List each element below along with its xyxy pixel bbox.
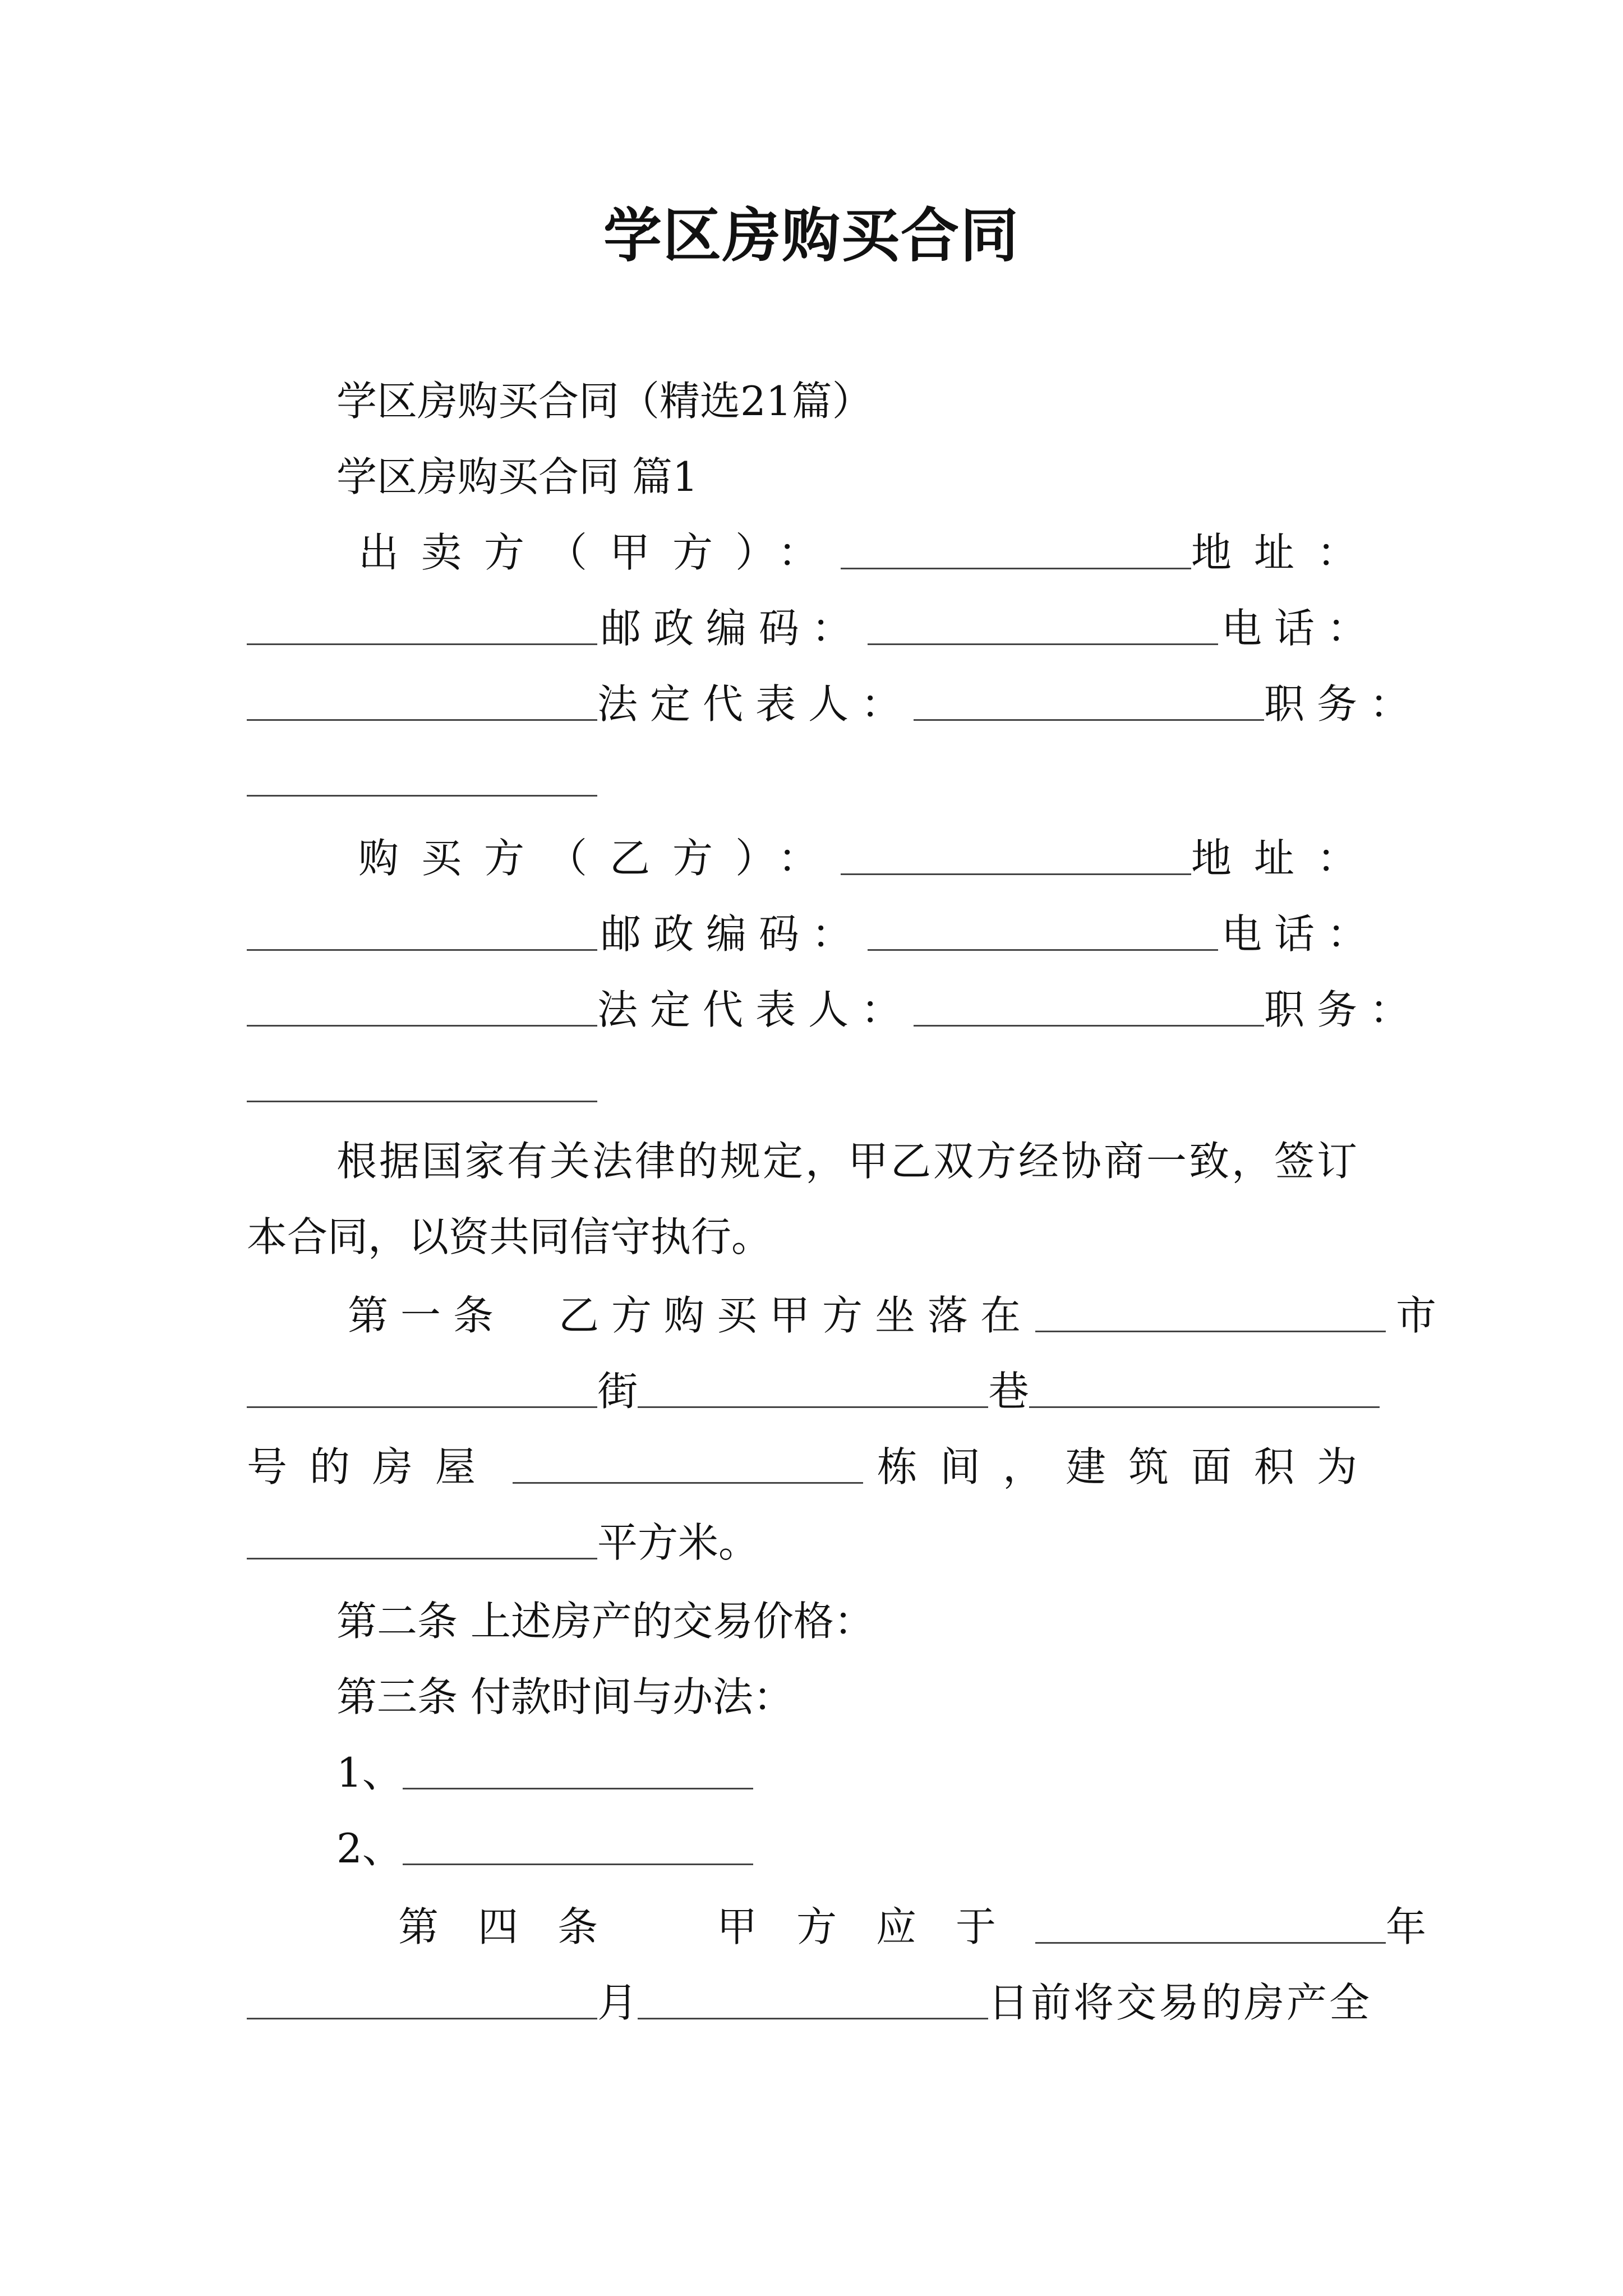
buyer-position-label: 职务： [1264, 986, 1423, 1033]
art2-row [336, 1593, 1380, 1649]
art3-row [336, 1669, 1380, 1725]
art4-row-2 [247, 1975, 1380, 2031]
art1-unit: 栋间，建筑面积为 [877, 1443, 1380, 1490]
art1-house-blank [513, 1480, 863, 1484]
seller-address-label: 地址： [1191, 529, 1380, 576]
art1-sqm: 平方米。 [597, 1519, 759, 1566]
buyer-row-3 [247, 982, 1423, 1038]
seller-row-4 [247, 752, 1380, 808]
buyer-name-blank [841, 871, 1191, 875]
intro-text-2: 本合同，以资共同信守执行。 [247, 1213, 772, 1260]
intro-line-1 [336, 1133, 1380, 1189]
item2-blank [403, 1861, 753, 1865]
document-title: 学区房购买合同 [603, 201, 1020, 270]
buyer-address-label: 地址： [1191, 835, 1380, 882]
art1-house: 号的房屋 [247, 1443, 499, 1490]
seller-row-3 [247, 676, 1423, 732]
seller-rep-label: 法定代表人： [597, 680, 914, 728]
art4-row-1 [398, 1899, 1427, 1955]
intro-text-1: 根据国家有关法律的规定，甲乙双方经协商一致，签订 [336, 1138, 1360, 1185]
seller-row-2 [247, 600, 1380, 656]
art1-city: 市 [1396, 1292, 1437, 1339]
seller-phone-blank [247, 717, 597, 721]
item2-label: 2、 [336, 1825, 403, 1872]
seller-rep-blank [914, 717, 1264, 721]
buyer-label: 购买方（乙方）： [358, 835, 841, 882]
seller-label: 出卖方（甲方）： [358, 529, 841, 576]
art4-year-blank [1035, 1940, 1386, 1944]
buyer-rep-blank [914, 1023, 1264, 1027]
art3-text: 第三条 付款时间与办法： [336, 1673, 794, 1720]
art1-location-blank [1035, 1328, 1386, 1332]
art1-area-blank [247, 1556, 597, 1559]
buyer-postcode-blank [868, 947, 1218, 951]
art1-street: 街 [597, 1368, 638, 1415]
buyer-phone-label: 电话： [1221, 910, 1380, 958]
subtitle [336, 373, 1380, 429]
art4-lead: 第四条 甲方应于 [398, 1903, 1036, 1950]
art1-row-2 [247, 1363, 1380, 1419]
art4-day-blank [638, 2016, 988, 2019]
item1-blank [403, 1786, 753, 1789]
art1-city-blank [247, 1404, 597, 1408]
art1-lane-blank [1029, 1404, 1380, 1408]
art1-street-blank [638, 1404, 988, 1408]
subtitle-text: 学区房购买合同（精选21篇） [336, 378, 873, 425]
buyer-row-1 [247, 830, 1380, 886]
buyer-address-blank [247, 947, 597, 951]
art4-rest: 日前将交易的房产全 [988, 1979, 1372, 2026]
buyer-position-blank [247, 1098, 597, 1102]
buyer-rep-label: 法定代表人： [597, 986, 914, 1033]
section-heading-text: 学区房购买合同 篇1 [336, 453, 698, 500]
art1-row-3 [247, 1439, 1380, 1495]
art2-text: 第二条 上述房产的交易价格： [336, 1598, 874, 1645]
art4-month-blank [247, 2016, 597, 2019]
seller-position-blank [247, 793, 597, 797]
art1-row-4 [247, 1515, 1380, 1571]
intro-line-2 [247, 1209, 1380, 1265]
buyer-row-2 [247, 906, 1380, 962]
art4-year: 年 [1386, 1903, 1427, 1950]
art1-lane: 巷 [988, 1368, 1029, 1415]
buyer-row-4 [247, 1057, 1380, 1114]
art1-row-1 [348, 1287, 1437, 1343]
seller-row-1 [247, 524, 1380, 581]
art1-lead: 第一条 乙方购买甲方坐落在 [348, 1292, 1034, 1339]
seller-position-label: 职务： [1264, 680, 1423, 728]
buyer-postcode-label: 邮政编码： [600, 910, 864, 958]
buyer-phone-blank [247, 1023, 597, 1027]
seller-phone-label: 电话： [1221, 605, 1380, 652]
item1-label: 1、 [336, 1749, 403, 1796]
seller-address-blank [247, 641, 597, 645]
payment-item-2 [336, 1820, 1380, 1876]
art4-month: 月 [597, 1979, 638, 2026]
payment-item-1 [336, 1745, 1380, 1801]
seller-postcode-blank [868, 641, 1218, 645]
section-heading [336, 449, 1380, 505]
seller-postcode-label: 邮政编码： [600, 605, 864, 652]
seller-name-blank [841, 565, 1191, 569]
